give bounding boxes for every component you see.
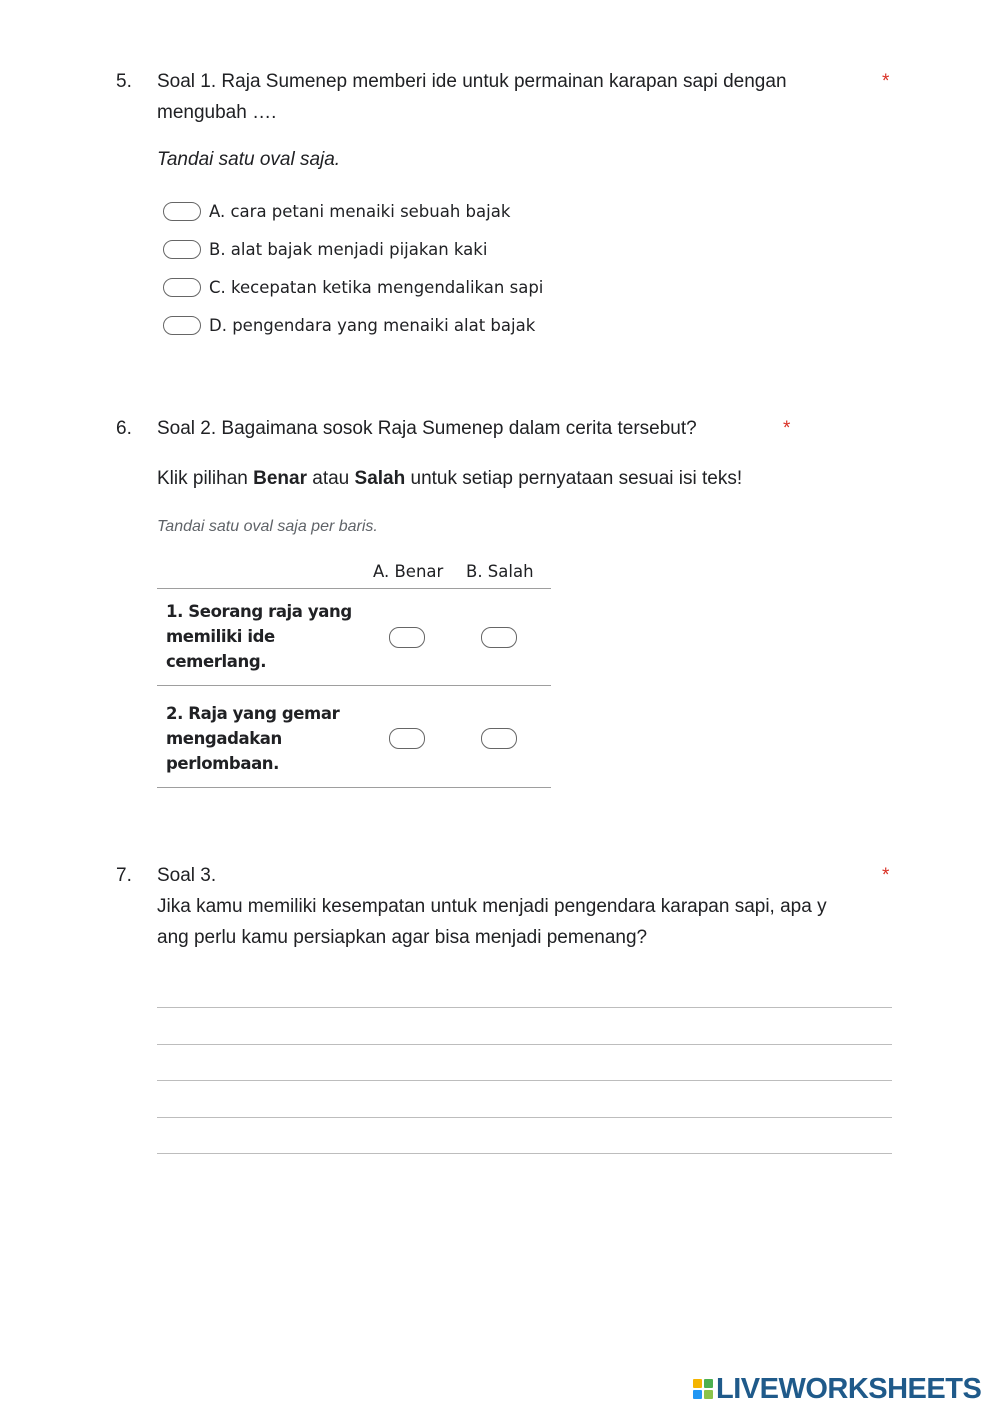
radio-oval[interactable] bbox=[163, 202, 201, 221]
row-label-line: memiliki ide bbox=[166, 627, 275, 646]
option-label: A. cara petani menaiki sebuah bajak bbox=[209, 201, 511, 221]
row2-benar-radio[interactable] bbox=[389, 728, 425, 749]
logo-square bbox=[693, 1390, 702, 1399]
question-number: 5. bbox=[116, 71, 132, 92]
required-asterisk: * bbox=[783, 418, 791, 439]
question-text-line: ang perlu kamu persiapkan agar bisa menjadi pemenang? bbox=[157, 927, 648, 948]
question-instruction bbox=[157, 463, 742, 494]
answer-line[interactable] bbox=[157, 1044, 892, 1045]
grid-row-label-2 bbox=[166, 701, 356, 776]
instruction-text: atau bbox=[306, 468, 355, 489]
option-label: D. pengendara yang menaiki alat bajak bbox=[209, 315, 536, 335]
row1-benar-radio[interactable] bbox=[389, 627, 425, 648]
question-text bbox=[157, 66, 787, 128]
answer-hint: Tandai satu oval saja per baris. bbox=[157, 518, 378, 535]
option-label: B. alat bajak menjadi pijakan kaki bbox=[209, 239, 488, 259]
grid-divider bbox=[157, 787, 551, 788]
grid-divider bbox=[157, 588, 551, 589]
row-label-line: 2. Raja yang gemar bbox=[166, 704, 340, 723]
answer-line[interactable] bbox=[157, 1007, 892, 1008]
answer-line[interactable] bbox=[157, 1080, 892, 1081]
grid-divider bbox=[157, 685, 551, 686]
radio-oval[interactable] bbox=[163, 316, 201, 335]
question-number: 7. bbox=[116, 865, 132, 886]
logo-square bbox=[704, 1390, 713, 1399]
question-text-line: Jika kamu memiliki kesempatan untuk menjadi pengendara karapan sapi, apa y bbox=[157, 896, 827, 917]
logo-text: LIVEWORKSHEETS bbox=[716, 1372, 982, 1405]
option-label: C. kecepatan ketika mengendalikan sapi bbox=[209, 277, 544, 297]
row-label-line: perlombaan. bbox=[166, 754, 280, 773]
option-c[interactable] bbox=[163, 276, 543, 298]
column-header-benar: A. Benar bbox=[373, 562, 444, 581]
option-a[interactable] bbox=[163, 200, 510, 222]
option-d[interactable] bbox=[163, 314, 535, 336]
row-label-line: 1. Seorang raja yang bbox=[166, 602, 352, 621]
answer-line[interactable] bbox=[157, 1153, 892, 1154]
question-text bbox=[157, 860, 827, 953]
option-b[interactable] bbox=[163, 238, 487, 260]
radio-oval[interactable] bbox=[163, 240, 201, 259]
answer-line[interactable] bbox=[157, 1117, 892, 1118]
question-title: Soal 3. bbox=[157, 865, 217, 886]
logo-square bbox=[693, 1379, 702, 1388]
question-number: 6. bbox=[116, 418, 132, 439]
logo-square bbox=[704, 1379, 713, 1388]
radio-oval[interactable] bbox=[163, 278, 201, 297]
required-asterisk: * bbox=[882, 865, 890, 886]
instruction-text: untuk setiap pernyataan sesuai isi teks! bbox=[405, 468, 743, 489]
row-label-line: cemerlang. bbox=[166, 652, 267, 671]
column-header-salah: B. Salah bbox=[466, 562, 534, 581]
row2-salah-radio[interactable] bbox=[481, 728, 517, 749]
instruction-bold-salah: Salah bbox=[354, 468, 406, 489]
question-text-line: mengubah …. bbox=[157, 102, 277, 123]
required-asterisk: * bbox=[882, 71, 890, 92]
row-label-line: mengadakan bbox=[166, 729, 282, 748]
row1-salah-radio[interactable] bbox=[481, 627, 517, 648]
instruction-bold-benar: Benar bbox=[253, 468, 307, 489]
instruction-text: Klik pilihan bbox=[157, 468, 254, 489]
grid-row-label-1 bbox=[166, 599, 356, 674]
question-text-line: Soal 1. Raja Sumenep memberi ide untuk permainan karapan sapi dengan bbox=[157, 71, 787, 92]
logo-mark-icon bbox=[693, 1379, 713, 1399]
question-text: Soal 2. Bagaimana sosok Raja Sumenep dalam cerita tersebut? bbox=[157, 418, 697, 439]
liveworksheets-logo bbox=[693, 1374, 981, 1404]
answer-hint: Tandai satu oval saja. bbox=[157, 149, 341, 170]
